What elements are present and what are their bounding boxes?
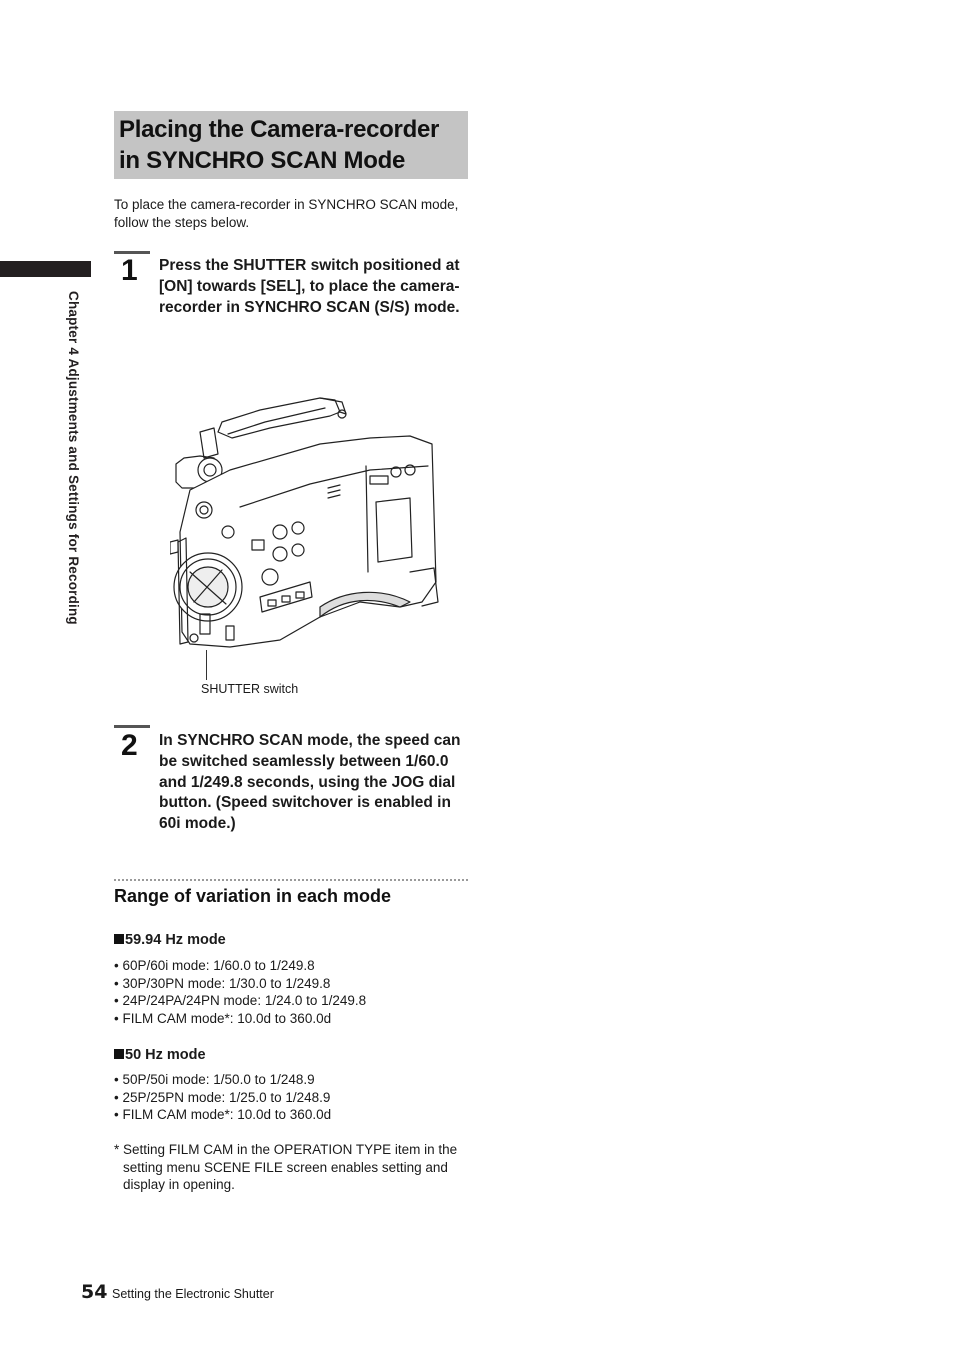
hz50-heading-text: 50 Hz mode — [125, 1047, 206, 1063]
list-item: • FILM CAM mode*: 10.0d to 360.0d — [114, 1010, 464, 1028]
chapter-tab-marker — [0, 261, 91, 277]
list-item: • 25P/25PN mode: 1/25.0 to 1/248.9 — [114, 1089, 464, 1107]
step-1-text: Press the SHUTTER switch positioned at [ON] towards [SEL], to place the camera-recorder in SYNCHRO SCAN (S/S) mode. — [159, 257, 460, 316]
hz5994-heading-text: 59.94 Hz mode — [125, 932, 226, 948]
footnote: * Setting FILM CAM in the OPERATION TYPE item in the setting menu SCENE FILE screen enables setting and display in opening. — [114, 1142, 458, 1192]
section-title — [119, 114, 468, 176]
dotted-divider — [114, 879, 468, 881]
step-2-rule — [114, 725, 150, 728]
figure-caption: SHUTTER switch — [201, 682, 299, 696]
step-2-text: In SYNCHRO SCAN mode, the speed can be switched seamlessly between 1/60.0 and 1/249.8 seconds, using the JOG dial button. (Speed switchover is enabled in 60i mode.) — [159, 732, 461, 833]
section-title-line2: in SYNCHRO SCAN Mode — [119, 147, 406, 174]
section-title-box — [114, 111, 468, 179]
footer-section-name: Setting the Electronic Shutter — [112, 1287, 274, 1301]
hz5994-heading — [114, 932, 226, 948]
range-heading: Range of variation in each mode — [114, 886, 392, 906]
list-item: • 30P/30PN mode: 1/30.0 to 1/249.8 — [114, 975, 464, 993]
list-item: • 60P/60i mode: 1/60.0 to 1/249.8 — [114, 957, 464, 975]
step-2-number: 2 — [121, 729, 138, 762]
list-item: • 50P/50i mode: 1/50.0 to 1/248.9 — [114, 1071, 464, 1089]
chapter-side-label: Chapter 4 Adjustments and Settings for Recording — [66, 291, 81, 625]
square-bullet-icon — [114, 1049, 124, 1059]
hz50-list — [114, 1071, 464, 1124]
step-1-number: 1 — [121, 254, 138, 287]
page-number: 54 — [81, 1281, 108, 1303]
camera-recorder-illustration — [170, 392, 442, 657]
list-item: • FILM CAM mode*: 10.0d to 360.0d — [114, 1106, 464, 1124]
list-item: • 24P/24PA/24PN mode: 1/24.0 to 1/249.8 — [114, 992, 464, 1010]
hz5994-list — [114, 957, 464, 1027]
hz50-heading — [114, 1047, 206, 1063]
intro-paragraph: To place the camera-recorder in SYNCHRO SCAN mode, follow the steps below. — [114, 197, 459, 230]
section-title-line1: Placing the Camera-recorder — [119, 116, 440, 143]
square-bullet-icon — [114, 934, 124, 944]
callout-leader-line — [206, 650, 207, 680]
